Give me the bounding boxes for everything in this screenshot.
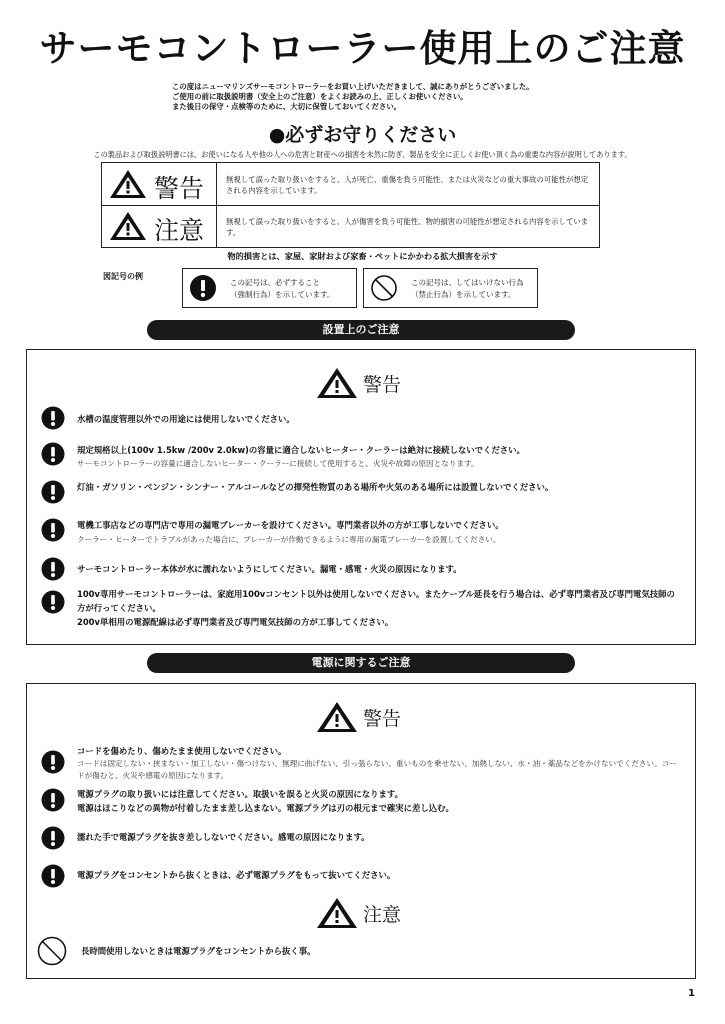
warning-level-cell — [102, 163, 217, 205]
mandatory-action-icon — [41, 442, 65, 466]
intro-text — [172, 82, 534, 112]
list-item — [41, 518, 681, 548]
mandatory-action-icon — [41, 557, 65, 581]
caution-triangle-icon — [108, 210, 148, 242]
symbol-examples-label: 図記号の例 — [103, 272, 143, 281]
warning-word: 警告 — [363, 373, 402, 396]
page-number: 1 — [688, 988, 695, 999]
mandatory-symbol-text — [230, 277, 334, 301]
item-text: コードを傷めたり、傷めたまま使用しないでください。 — [77, 746, 287, 756]
caution-word: 注意 — [363, 903, 402, 926]
warning-triangle-icon — [108, 168, 148, 200]
item-text: 電源プラグをコンセントから抜くときは、必ず電源プラグをもって抜いてください。 — [77, 870, 396, 880]
hazard-level-table — [101, 162, 600, 248]
warning-triangle-icon — [315, 366, 359, 400]
prohibited-symbol-text — [411, 277, 524, 301]
must-heading: ●必ずお守りください — [268, 124, 457, 146]
caution-description: 無視して誤った取り扱いをすると、人が傷害を負う可能性、物的損害の可能性が想定される内容を示しています。 — [226, 217, 589, 237]
installation-warning-title — [315, 366, 401, 400]
list-item — [41, 557, 681, 583]
list-item — [41, 864, 681, 890]
mandatory-action-icon — [41, 590, 65, 614]
item-text: 水槽の温度管理以外での用途には使用しないでください。 — [77, 414, 295, 424]
item-text: 電機工事店などの専門店で専用の漏電ブレーカーを設けてください。専門業者以外の方が工事しないでください。 — [77, 520, 504, 530]
list-item — [41, 480, 681, 510]
mandatory-symbol-example — [182, 268, 357, 308]
list-item — [41, 590, 681, 636]
mandatory-action-icon — [41, 518, 65, 542]
caution-level-cell — [102, 205, 217, 247]
item-text: 電源プラグの取り扱いには注意してください。取扱いを誤ると火災の原因になります。 電源はほこりなどの異物が付着したまま差し込まない。電源プラグは刃の根元まで確実に差し込む。 — [77, 789, 454, 813]
list-item — [41, 406, 681, 432]
item-text: サーモコントローラー本体が水に濡れないようにしてください。漏電・感電・火災の原因になります。 — [77, 564, 462, 574]
mandatory-action-icon — [189, 274, 217, 302]
mandatory-action-icon — [41, 750, 65, 774]
warning-description: 無視して誤った取り扱いをすると、人が死亡、重傷を負う可能性、または火災などの重大事故の可能性が想定される内容を示しています。 — [226, 175, 589, 195]
mandatory-line: （強制行為）を示しています。 — [230, 290, 335, 299]
mandatory-action-icon — [41, 826, 65, 850]
damage-note: 物的損害とは、家屋、家財および家畜・ペットにかかわる拡大損害を示す — [227, 251, 498, 261]
item-text: 濡れた手で電源プラグを抜き差ししないでください。感電の原因になります。 — [77, 832, 370, 842]
installation-section — [26, 349, 696, 645]
list-item — [41, 746, 681, 784]
warning-word: 警告 — [363, 707, 402, 730]
prohibited-symbol-example — [363, 268, 538, 308]
mandatory-action-icon — [41, 406, 65, 430]
intro-line: また後日の保守・点検等のために、大切に保管しておいてください。 — [172, 102, 402, 111]
intro-line: この度はニューマリンズサーモコントローラーをお買い上げいただきまして、誠にありがとうございました。 — [172, 82, 534, 91]
mandatory-line: この記号は、必ずすること — [230, 278, 320, 287]
caution-word: 注意 — [154, 216, 205, 245]
prohibited-icon — [370, 274, 398, 302]
mandatory-action-icon — [41, 480, 65, 504]
must-description: この製品および取扱説明書には、お使いになる人や他の人への危害と財産への損害を未然に防ぎ、製品を安全に正しくお使い頂く為の重要な内容が説明してあります。 — [93, 150, 632, 159]
installation-section-header: 設置上のご注意 — [147, 320, 575, 340]
list-item — [41, 788, 681, 818]
caution-level-row — [102, 205, 599, 247]
prohibited-line: （禁止行為）を示しています。 — [411, 290, 516, 299]
warning-level-row — [102, 163, 599, 206]
warning-word: 警告 — [154, 174, 205, 203]
page-title: サーモコントローラー使用上のご注意 — [39, 27, 686, 70]
item-text: 規定規格以上(100v 1.5kw /200v 2.0kw)の容量に適合しないヒーター・クーラーは絶対に接続しないでください。 — [77, 445, 525, 455]
item-subtext: クーラー・ヒーターでトラブルがあった場合に、ブレーカーが作動できるように専用の漏電ブレーカーを設置してください。 — [77, 535, 501, 544]
item-subtext: サーモコントローラーの容量に適合しないヒーター・クーラーに接続して使用すると、火災や故障の原因となります。 — [77, 459, 479, 468]
list-item — [41, 826, 681, 852]
power-warning-title — [315, 700, 401, 734]
power-caution-title — [315, 896, 401, 930]
item-text: 100v専用サーモコントローラーは、家庭用100vコンセント以外は使用しないでください。またケーブル延長を行う場合は、必ず専門業者及び専門電気技師の方が行ってください。 200v単相用の電源配線は必ず専門業者及び専門電気技師の方が工事してください。 — [77, 589, 675, 627]
power-section — [26, 683, 696, 979]
item-subtext: コードは固定しない・挟まない・加工しない・傷つけない、無理に曲げない、引っ張らない、重いものを乗せない、加熱しない、水・油・薬品などをかけないでください。コードが傷むと、火災や感電の原因になります。 — [77, 759, 677, 780]
list-item — [41, 442, 681, 472]
prohibited-icon — [37, 936, 67, 966]
item-text: 長時間使用しないときは電源プラグをコンセントから抜く事。 — [81, 946, 316, 956]
prohibited-line: この記号は、してはいけない行為 — [411, 278, 524, 287]
mandatory-action-icon — [41, 788, 65, 812]
caution-triangle-icon — [315, 896, 359, 930]
power-section-header: 電源に関するご注意 — [147, 653, 575, 673]
warning-triangle-icon — [315, 700, 359, 734]
intro-line: ご使用の前に取扱説明書（安全上のご注意）をよくお読みの上、正しくお使いください。 — [172, 92, 468, 101]
list-item — [37, 936, 677, 964]
mandatory-action-icon — [41, 864, 65, 888]
item-text: 灯油・ガソリン・ベンジン・シンナー・アルコールなどの揮発性物質のある場所や火気のある場所には設置しないでください。 — [77, 482, 554, 492]
